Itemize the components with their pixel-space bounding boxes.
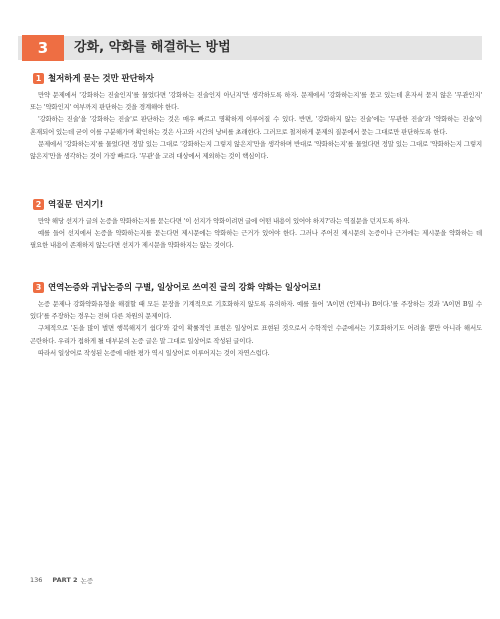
paragraph: 따라서 일상어로 작성된 논증에 대한 평가 역시 일상어로 이루어지는 것이 자연스럽다. <box>38 348 270 357</box>
section-number-badge: 3 <box>33 282 44 293</box>
section-1 <box>30 71 482 162</box>
chapter-number-badge: 3 <box>22 35 64 61</box>
section-2 <box>30 197 482 252</box>
section-heading <box>33 197 482 211</box>
paragraph: '강화하는 진술'을 '강화하는 진술'로 판단하는 것은 매우 빠르고 명확하게 이루어질 수 있다. 반면, '강화하지 않는 진술'에는 '무관한 진술'과 '약화하는 진술'이 혼재되어 있는데 굳이 이를 구분해가며 확인하는 것은 사고와 시간의 낭비를 초래한다. 그러므로 철저하게 문제의 질문에서 묻는 그대로만 판단하도록 한다. <box>30 115 482 136</box>
section-3 <box>30 280 482 359</box>
section-title: 철저하게 묻는 것만 판단하자 <box>48 74 154 84</box>
section-heading <box>33 280 482 294</box>
section-heading <box>33 71 482 85</box>
part-label: PART 2 <box>52 576 78 584</box>
paragraph: 만약 문제에서 '강화하는 진술인지'를 물었다면 '강화하는 진술인지 아닌지'만 생각하도록 하자. 문제에서 '강화하는지'를 묻고 있는데 혼자서 묻지 않은 '무관인지' 또는 '약화인지' 여부까지 판단하는 것을 경계해야 한다. <box>30 91 482 112</box>
paragraph: 문제에서 '강화하는지'를 물었다면 정말 있는 그대로 '강화하는지 그렇지 않은지'만을 생각하며 반대로 '약화하는지'를 물었다면 정말 있는 그대로 '약화하는지 그렇지 않은지'만을 생각하는 것이 가장 빠르다. '무관'을 고려 대상에서 제외하는 것이 핵심이다. <box>30 139 482 161</box>
page-footer <box>30 575 93 585</box>
section-title: 연역논증와 귀납논증의 구별, 일상어로 쓰여진 글의 강화 약화는 일상어로! <box>48 283 322 293</box>
chapter-title: 강화, 약화를 해결하는 방법 <box>74 40 231 55</box>
paragraph: 구체적으로 '돈을 많이 벌면 행복해지기 쉽다'와 같이 확률적인 표현은 일상어로 표현된 것으로서 수학적인 수준에서는 기호화하기도 어려울 뿐만 아니라 해서도 곤란하다. 우리가 접하게 될 대부분의 논증 글은 말 그대로 일상어로 작성된 글이다. <box>30 324 482 345</box>
section-number-badge: 1 <box>33 73 44 84</box>
paragraph: 만약 해당 선지가 글의 논증을 약화하는지를 묻는다면 '이 선지가 약화이려면 글에 어떤 내용이 있어야 하지?'라는 역질문을 던지도록 하자. <box>38 217 410 225</box>
section-number-badge: 2 <box>33 199 44 210</box>
paragraph: 예를 들어 선지에서 논증을 약화하는지를 묻는다면 제시문에는 약화하는 근거가 있어야 한다. 그러나 주어진 제시문의 논증이나 근거에는 제시문을 약화하는 데 필요한 내용이 존재하지 않는다면 선지가 제시문을 약화하지는 않는 것이다. <box>30 229 482 250</box>
section-title: 역질문 던지기! <box>48 200 104 210</box>
paragraph: 논증 문제나 강화약화유형을 해결할 때 모든 문장을 기계적으로 기호화하지 않도록 유의하자. 예를 들어 'A이면 (언제나) B이다.'를 주장하는 것과 'A이면 B일 수 있다'를 주장하는 경우는 전혀 다른 차원의 문제이다. <box>30 300 482 321</box>
page-number: 136 <box>30 576 43 584</box>
part-section-label: 논증 <box>80 576 94 585</box>
